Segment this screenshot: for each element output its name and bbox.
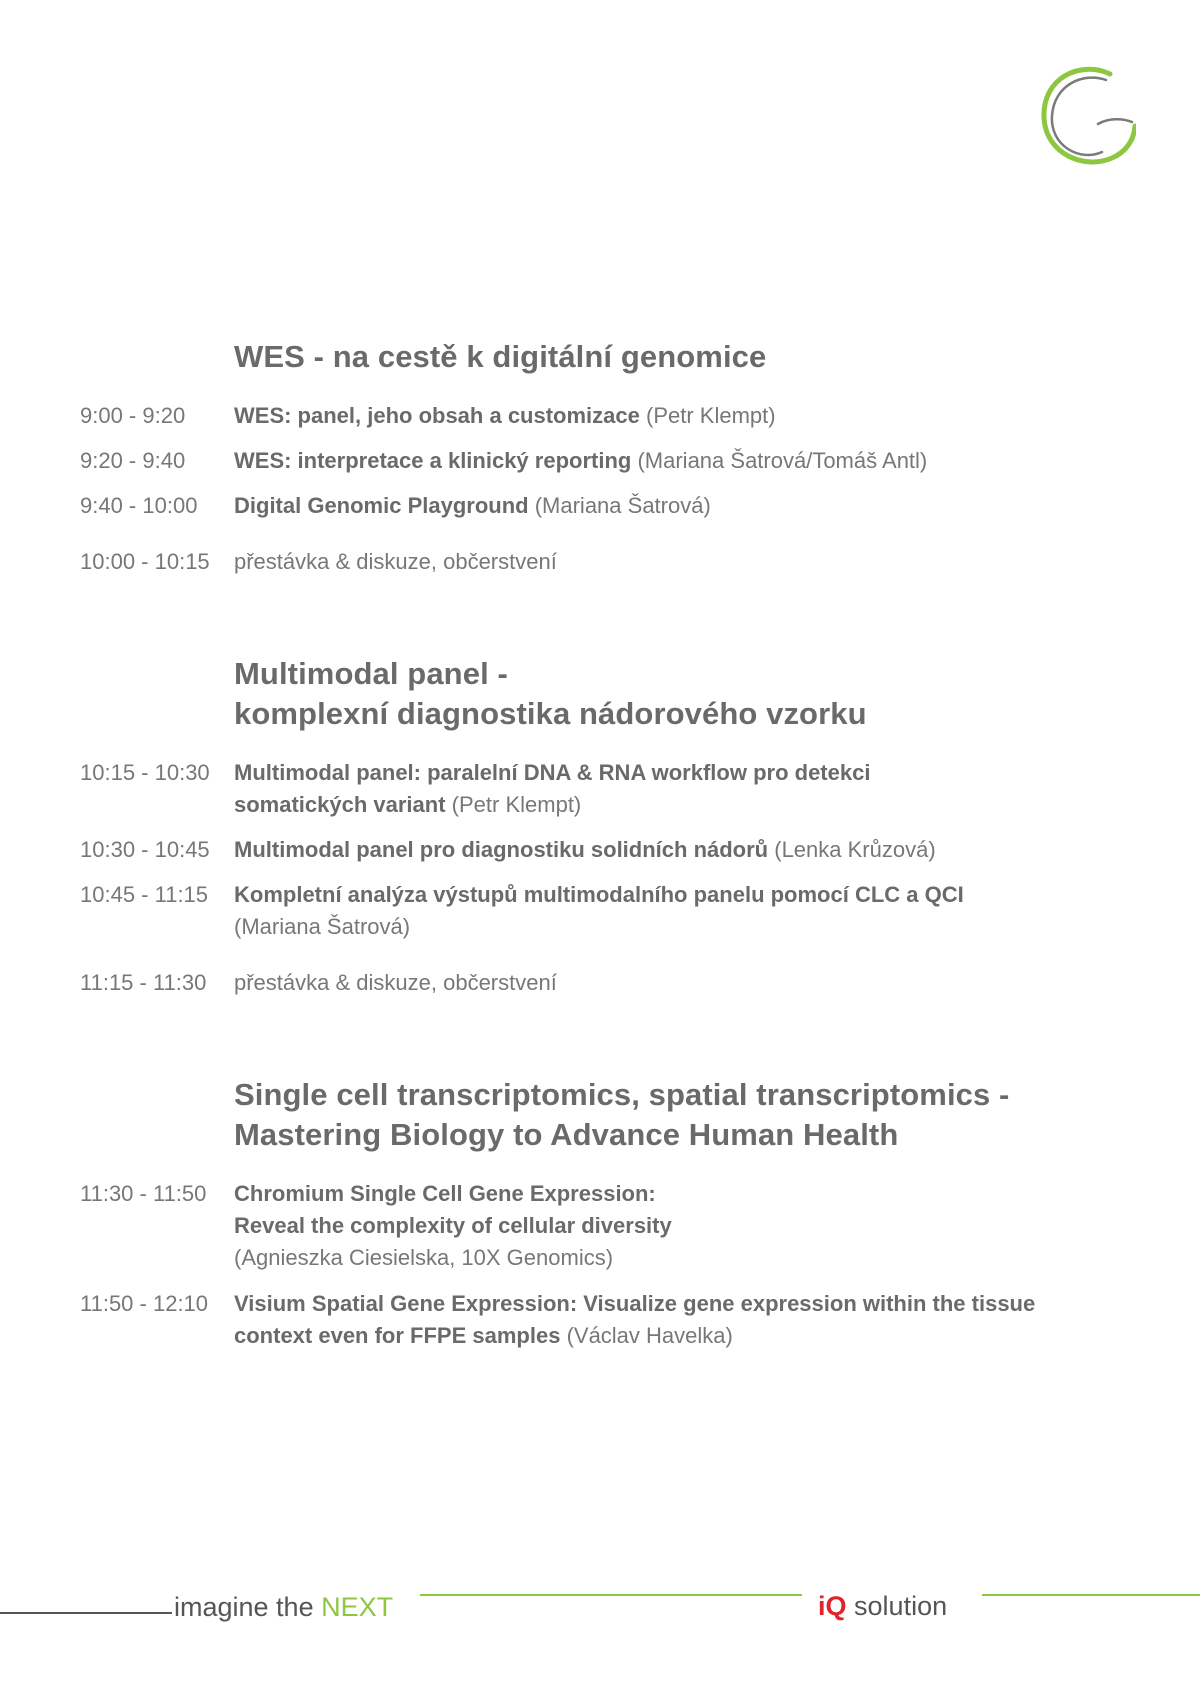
company-logo-icon (1040, 66, 1136, 170)
item-title: Reveal the complexity of cellular diversity (234, 1213, 672, 1238)
item-time: 10:00 - 10:15 (80, 549, 210, 574)
item-title: somatických variant (234, 792, 446, 817)
brand-q: Q (825, 1591, 847, 1621)
break-label: přestávka & diskuze, občerstvení (234, 549, 557, 574)
item-time: 11:50 - 12:10 (80, 1291, 209, 1316)
section-title: Multimodal panel - komplexní diagnostika nádorového vzorku (234, 656, 867, 731)
item-time: 10:45 - 11:15 (80, 882, 209, 907)
item-time: 9:40 - 10:00 (80, 493, 198, 518)
item-title: Visium Spatial Gene Expression: Visualize gene expression within the tissue (234, 1291, 1036, 1316)
item-speaker: (Mariana Šatrová/Tomáš Antl) (637, 448, 928, 473)
break-label: přestávka & diskuze, občerstvení (234, 970, 557, 995)
item-speaker: (Václav Havelka) (566, 1323, 733, 1348)
tagline-highlight: NEXT (321, 1592, 394, 1622)
footer-brand (818, 1589, 947, 1623)
item-title: context even for FFPE samples (234, 1323, 561, 1348)
item-speaker: (Lenka Krůzová) (774, 837, 936, 862)
brand-i: i (818, 1591, 826, 1621)
item-speaker: (Petr Klempt) (451, 792, 582, 817)
item-title: Multimodal panel: paralelní DNA & RNA workflow pro detekci (234, 760, 871, 785)
item-speaker: (Mariana Šatrová) (234, 914, 411, 939)
item-title: Digital Genomic Playground (234, 493, 529, 518)
footer-divider-right (982, 1594, 1200, 1596)
item-title: WES: interpretace a klinický reporting (234, 448, 632, 473)
item-speaker: (Petr Klempt) (646, 403, 776, 428)
item-title: WES: panel, jeho obsah a customizace (234, 403, 640, 428)
footer-tagline: imagine the NEXT (174, 1592, 394, 1622)
item-title: Chromium Single Cell Gene Expression: (234, 1181, 656, 1206)
brand-solution: solution (846, 1591, 948, 1621)
item-time: 10:15 - 10:30 (80, 760, 210, 785)
item-title: Multimodal panel pro diagnostiku solidních nádorů (234, 837, 769, 862)
footer-divider-left (0, 1612, 172, 1614)
item-speaker: (Mariana Šatrová) (534, 493, 711, 518)
item-time: 11:30 - 11:50 (80, 1181, 207, 1206)
footer-divider-middle (420, 1594, 802, 1596)
section-title: Single cell transcriptomics, spatial transcriptomics - Mastering Biology to Advance Human Health (234, 1077, 1010, 1152)
item-time: 9:00 - 9:20 (80, 403, 186, 428)
item-speaker: (Agnieszka Ciesielska, 10X Genomics) (234, 1245, 614, 1270)
section-title: WES - na cestě k digitální genomice (234, 339, 767, 374)
item-time: 9:20 - 9:40 (80, 448, 186, 473)
item-time: 11:15 - 11:30 (80, 970, 207, 995)
item-time: 10:30 - 10:45 (80, 837, 210, 862)
item-title: Kompletní analýza výstupů multimodalního panelu pomocí CLC a QCI (234, 882, 964, 907)
